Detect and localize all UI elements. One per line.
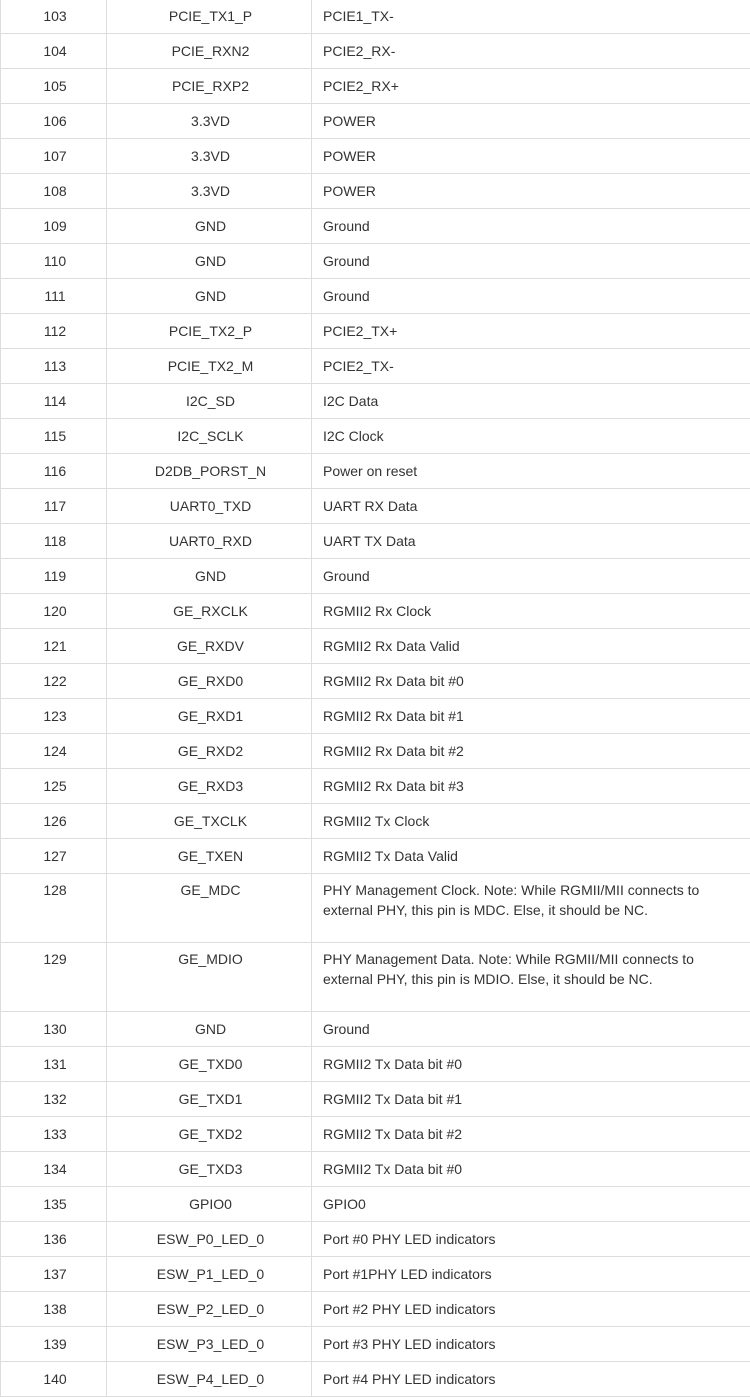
table-row (1, 1117, 750, 1152)
pin-number: 116 (1, 454, 107, 489)
signal-name: GE_TXD2 (107, 1117, 312, 1152)
table-row (1, 384, 750, 419)
pin-number: 131 (1, 1047, 107, 1082)
table-row (1, 524, 750, 559)
signal-name: GND (107, 279, 312, 314)
table-row (1, 734, 750, 769)
signal-name: GND (107, 1012, 312, 1047)
signal-name: ESW_P2_LED_0 (107, 1292, 312, 1327)
signal-description: Port #3 PHY LED indicators (312, 1327, 750, 1362)
signal-description: RGMII2 Rx Data Valid (312, 629, 750, 664)
table-row (1, 1257, 750, 1292)
signal-name: GE_MDIO (107, 943, 312, 1012)
table-row (1, 1362, 750, 1397)
table-row (1, 943, 750, 1012)
pin-number: 105 (1, 69, 107, 104)
table-row (1, 139, 750, 174)
pin-number: 128 (1, 874, 107, 943)
signal-name: ESW_P3_LED_0 (107, 1327, 312, 1362)
table-row (1, 804, 750, 839)
signal-description: POWER (312, 139, 750, 174)
signal-description: UART TX Data (312, 524, 750, 559)
pin-number: 109 (1, 209, 107, 244)
signal-description: I2C Clock (312, 419, 750, 454)
pin-number: 113 (1, 349, 107, 384)
signal-name: PCIE_TX1_P (107, 0, 312, 34)
pin-number: 104 (1, 34, 107, 69)
table-row (1, 454, 750, 489)
signal-description: RGMII2 Rx Data bit #0 (312, 664, 750, 699)
signal-description: I2C Data (312, 384, 750, 419)
table-row (1, 1152, 750, 1187)
signal-name: PCIE_RXN2 (107, 34, 312, 69)
table-row (1, 174, 750, 209)
pin-number: 121 (1, 629, 107, 664)
signal-name: GND (107, 244, 312, 279)
table-row (1, 1292, 750, 1327)
table-row (1, 209, 750, 244)
table-row (1, 594, 750, 629)
pin-number: 132 (1, 1082, 107, 1117)
signal-name: ESW_P0_LED_0 (107, 1222, 312, 1257)
signal-description: PCIE2_RX- (312, 34, 750, 69)
signal-description: GPIO0 (312, 1187, 750, 1222)
table-row (1, 1047, 750, 1082)
pin-number: 117 (1, 489, 107, 524)
signal-name: GE_RXD3 (107, 769, 312, 804)
signal-name: GE_RXCLK (107, 594, 312, 629)
table-row (1, 419, 750, 454)
table-row (1, 664, 750, 699)
pin-number: 130 (1, 1012, 107, 1047)
signal-description: POWER (312, 104, 750, 139)
signal-name: I2C_SD (107, 384, 312, 419)
pin-number: 119 (1, 559, 107, 594)
pin-number: 107 (1, 139, 107, 174)
signal-name: PCIE_TX2_P (107, 314, 312, 349)
signal-description: RGMII2 Tx Data bit #0 (312, 1047, 750, 1082)
signal-description: RGMII2 Rx Data bit #1 (312, 699, 750, 734)
table-row (1, 0, 750, 34)
signal-name: GE_TXD3 (107, 1152, 312, 1187)
pin-number: 129 (1, 943, 107, 1012)
pin-number: 133 (1, 1117, 107, 1152)
pin-number: 122 (1, 664, 107, 699)
signal-description: Ground (312, 279, 750, 314)
pin-number: 106 (1, 104, 107, 139)
signal-description: Ground (312, 244, 750, 279)
signal-description: Power on reset (312, 454, 750, 489)
signal-description: PCIE1_TX- (312, 0, 750, 34)
signal-name: PCIE_TX2_M (107, 349, 312, 384)
signal-name: GPIO0 (107, 1187, 312, 1222)
signal-description: PHY Management Clock. Note: While RGMII/MII connects to external PHY, this pin is MDC. Else, it should be NC. (312, 874, 750, 943)
signal-description: RGMII2 Rx Data bit #3 (312, 769, 750, 804)
signal-name: GND (107, 209, 312, 244)
pin-number: 140 (1, 1362, 107, 1397)
pin-number: 123 (1, 699, 107, 734)
pin-number: 103 (1, 0, 107, 34)
signal-name: D2DB_PORST_N (107, 454, 312, 489)
pin-number: 118 (1, 524, 107, 559)
signal-name: GE_TXEN (107, 839, 312, 874)
table-row (1, 489, 750, 524)
signal-description: PCIE2_TX- (312, 349, 750, 384)
signal-name: ESW_P4_LED_0 (107, 1362, 312, 1397)
table-row (1, 104, 750, 139)
signal-description: RGMII2 Rx Data bit #2 (312, 734, 750, 769)
signal-name: GE_RXD2 (107, 734, 312, 769)
signal-name: 3.3VD (107, 174, 312, 209)
pin-number: 136 (1, 1222, 107, 1257)
table-row (1, 34, 750, 69)
signal-name: UART0_RXD (107, 524, 312, 559)
pin-number: 127 (1, 839, 107, 874)
signal-description: RGMII2 Tx Data Valid (312, 839, 750, 874)
table-row (1, 769, 750, 804)
pin-number: 125 (1, 769, 107, 804)
pin-number: 138 (1, 1292, 107, 1327)
table-row (1, 279, 750, 314)
signal-name: GE_TXCLK (107, 804, 312, 839)
signal-description: Port #1PHY LED indicators (312, 1257, 750, 1292)
table-row (1, 1327, 750, 1362)
pin-number: 111 (1, 279, 107, 314)
signal-description: PHY Management Data. Note: While RGMII/MII connects to external PHY, this pin is MDIO. Else, it should be NC. (312, 943, 750, 1012)
signal-name: 3.3VD (107, 104, 312, 139)
pin-number: 110 (1, 244, 107, 279)
signal-description: Ground (312, 209, 750, 244)
pin-number: 137 (1, 1257, 107, 1292)
pin-number: 134 (1, 1152, 107, 1187)
pin-table-body (1, 0, 750, 1397)
table-row (1, 244, 750, 279)
signal-description: Port #2 PHY LED indicators (312, 1292, 750, 1327)
signal-name: GE_RXDV (107, 629, 312, 664)
signal-name: ESW_P1_LED_0 (107, 1257, 312, 1292)
pin-number: 124 (1, 734, 107, 769)
pin-number: 108 (1, 174, 107, 209)
signal-name: GE_MDC (107, 874, 312, 943)
signal-description: RGMII2 Tx Data bit #0 (312, 1152, 750, 1187)
pin-number: 114 (1, 384, 107, 419)
signal-description: POWER (312, 174, 750, 209)
signal-description: RGMII2 Tx Data bit #2 (312, 1117, 750, 1152)
table-row (1, 349, 750, 384)
signal-name: GND (107, 559, 312, 594)
table-row (1, 839, 750, 874)
pin-number: 120 (1, 594, 107, 629)
pin-number: 135 (1, 1187, 107, 1222)
signal-name: UART0_TXD (107, 489, 312, 524)
table-row (1, 559, 750, 594)
signal-description: Port #4 PHY LED indicators (312, 1362, 750, 1397)
signal-name: GE_TXD0 (107, 1047, 312, 1082)
signal-name: GE_TXD1 (107, 1082, 312, 1117)
table-row (1, 314, 750, 349)
pin-number: 126 (1, 804, 107, 839)
table-row (1, 69, 750, 104)
table-row (1, 629, 750, 664)
pin-number: 115 (1, 419, 107, 454)
table-row (1, 1222, 750, 1257)
signal-description: PCIE2_TX+ (312, 314, 750, 349)
table-row (1, 874, 750, 943)
table-row (1, 1187, 750, 1222)
table-row (1, 1082, 750, 1117)
pin-number: 139 (1, 1327, 107, 1362)
signal-description: RGMII2 Tx Data bit #1 (312, 1082, 750, 1117)
signal-name: PCIE_RXP2 (107, 69, 312, 104)
signal-description: RGMII2 Tx Clock (312, 804, 750, 839)
signal-name: GE_RXD0 (107, 664, 312, 699)
pin-number: 112 (1, 314, 107, 349)
signal-description: Ground (312, 1012, 750, 1047)
signal-description: Port #0 PHY LED indicators (312, 1222, 750, 1257)
signal-description: PCIE2_RX+ (312, 69, 750, 104)
table-row (1, 1012, 750, 1047)
table-row (1, 699, 750, 734)
signal-description: Ground (312, 559, 750, 594)
signal-name: I2C_SCLK (107, 419, 312, 454)
signal-name: 3.3VD (107, 139, 312, 174)
signal-description: UART RX Data (312, 489, 750, 524)
signal-description: RGMII2 Rx Clock (312, 594, 750, 629)
signal-name: GE_RXD1 (107, 699, 312, 734)
